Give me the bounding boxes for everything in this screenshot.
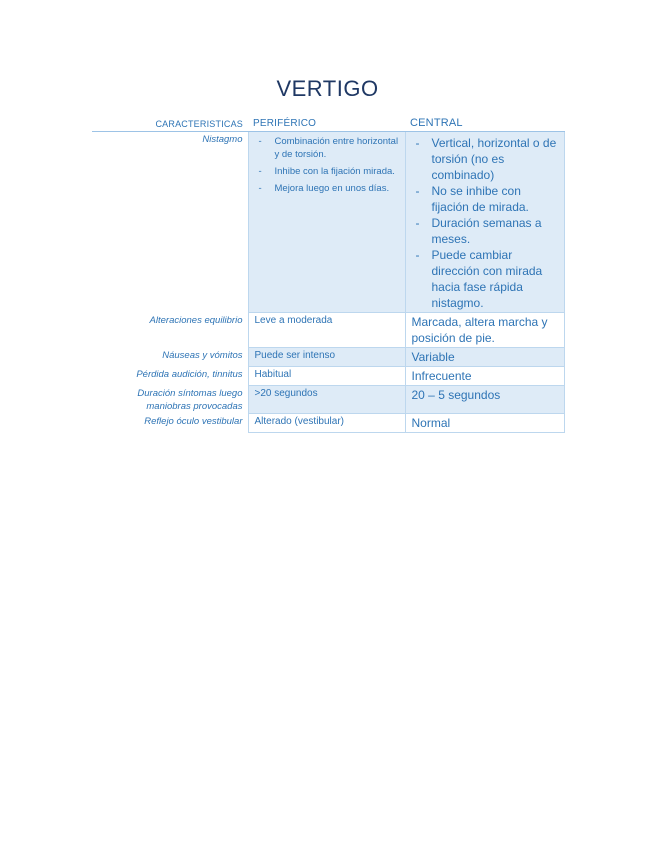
peripheral-cell: Alterado (vestibular) xyxy=(248,414,405,433)
table-header-row xyxy=(92,115,564,132)
table-row xyxy=(92,414,564,433)
central-cell: Infrecuente xyxy=(405,367,564,386)
peripheral-list xyxy=(255,135,400,195)
central-cell: Normal xyxy=(405,414,564,433)
peripheral-cell: Leve a moderada xyxy=(248,313,405,348)
table-row xyxy=(92,386,564,414)
peripheral-cell: >20 segundos xyxy=(248,386,405,414)
table-row xyxy=(92,367,564,386)
list-item: - Vertical, horizontal o de torsión (no es combinado) xyxy=(432,135,559,183)
list-item: - Puede cambiar dirección con mirada hacia fase rápida nistagmo. xyxy=(432,247,559,311)
list-item: - Mejora luego en unos días. xyxy=(275,182,400,195)
row-label: Reflejo óculo vestibular xyxy=(92,414,248,433)
row-label: Náuseas y vómitos xyxy=(92,348,248,367)
table-row xyxy=(92,348,564,367)
table-row xyxy=(92,132,564,313)
header-central: CENTRAL xyxy=(405,115,564,132)
central-cell: Variable xyxy=(405,348,564,367)
header-peripheral: PERIFÉRICO xyxy=(248,115,405,132)
central-cell: 20 – 5 segundos xyxy=(405,386,564,414)
central-list xyxy=(412,135,559,311)
list-item: - Inhibe con la fijación mirada. xyxy=(275,165,400,178)
list-item: - Duración semanas a meses. xyxy=(432,215,559,247)
table-row xyxy=(92,313,564,348)
row-label: Duración síntomas luego maniobras provocadas xyxy=(92,386,248,414)
list-item: - Combinación entre horizontal y de torsión. xyxy=(275,135,400,161)
comparison-table xyxy=(92,115,565,433)
peripheral-cell: Puede ser intenso xyxy=(248,348,405,367)
peripheral-cell: Habitual xyxy=(248,367,405,386)
central-cell xyxy=(405,132,564,313)
row-label: Pérdida audición, tinnitus xyxy=(92,367,248,386)
page-title: VERTIGO xyxy=(276,76,379,101)
peripheral-cell xyxy=(248,132,405,313)
row-label: Alteraciones equilibrio xyxy=(92,313,248,348)
central-cell: Marcada, altera marcha y posición de pie. xyxy=(405,313,564,348)
row-label: Nistagmo xyxy=(92,132,248,313)
list-item: - No se inhibe con fijación de mirada. xyxy=(432,183,559,215)
header-characteristics: CARACTERISTICAS xyxy=(92,115,248,132)
